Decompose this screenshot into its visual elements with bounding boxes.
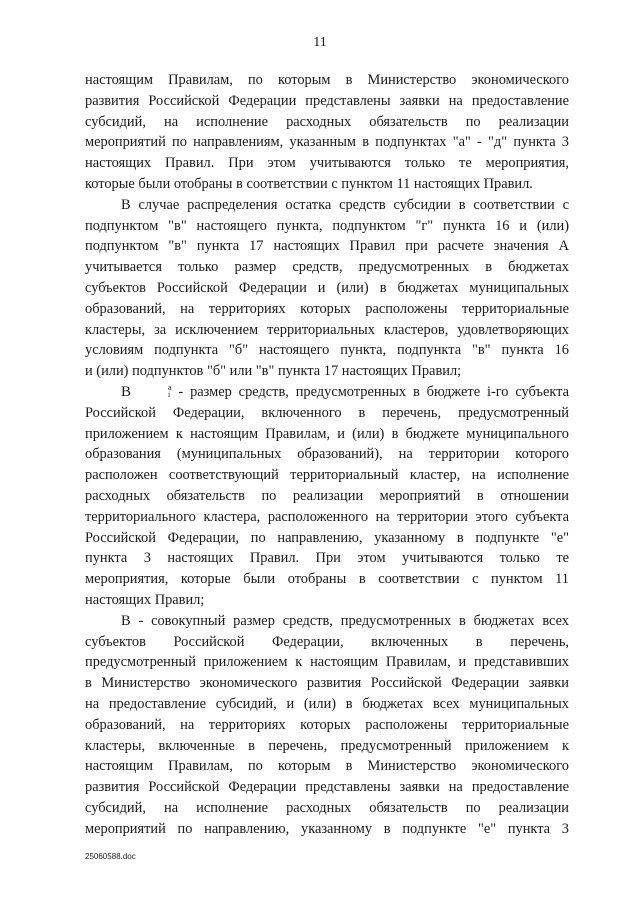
symbol-subscript: i xyxy=(168,389,171,399)
text-line: учитывается только размер средств, предусмотренных в бюджетах xyxy=(85,259,569,276)
document-body xyxy=(85,70,569,839)
text-line-with-symbol xyxy=(85,382,569,403)
text-line: В - совокупный размер средств, предусмотренных в бюджетах всех xyxy=(121,612,569,629)
text-line: приложением к настоящим Правилам, и (или) в бюджете муниципального xyxy=(85,425,569,442)
text-line: Российской Федерации, включенного в перечень, предусмотренный xyxy=(85,404,569,421)
text-line: кластеры, включенные в перечень, предусмотренный приложением к xyxy=(85,737,569,754)
text-line: подпунктом "в" настоящего пункта, подпунктом "г" пункта 16 и (или) xyxy=(85,217,569,234)
text-line: территориального кластера, расположенного на территории этого субъекта xyxy=(85,508,569,525)
symbol-base: B xyxy=(121,383,132,400)
text-line: настоящих Правил. При этом учитываются только те мероприятия, xyxy=(85,155,569,172)
text-line: развития Российской Федерации представлены заявки на предоставление xyxy=(85,779,569,796)
text-line: образования (муниципальных образований), на территории которого xyxy=(85,446,569,463)
text-line: на предоставление субсидий, и (или) в бюджетах всех муниципальных xyxy=(85,695,569,712)
text-line: мероприятия, которые были отобраны в соответствии с пунктом 11 xyxy=(85,571,569,588)
text-line: мероприятий по направлению, указанному в подпункте "е" пункта 3 xyxy=(85,820,569,837)
text-line: субсидий, на исполнение расходных обязательств по реализации xyxy=(85,113,569,130)
text-line: которые были отобраны в соответствии с пунктом 11 настоящих Правил. xyxy=(85,175,533,192)
text-line: мероприятий по направлениям, указанным в подпунктах "а" - "д" пункта 3 xyxy=(85,134,569,151)
text-line: настоящим Правилам, по которым в Министерство экономического xyxy=(85,72,569,88)
paragraph-3 xyxy=(85,382,569,611)
text-line: в Министерство экономического развития Российской Федерации заявки xyxy=(85,675,569,692)
text-line: образований, на территориях которых расположены территориальные xyxy=(85,300,569,317)
text-line: расходных обязательств по реализации мероприятий в отношении xyxy=(85,487,569,504)
text-line: субъектов Российской Федерации и (или) в бюджетах муниципальных xyxy=(85,279,569,296)
text-line: субсидий, на исполнение расходных обязательств по реализации xyxy=(85,799,569,816)
symbol-superscript: a xyxy=(168,382,172,392)
text-line: условиям подпункта "б" настоящего пункта, подпункта "в" пункта 16 xyxy=(85,342,569,359)
text-line: субъектов Российской Федерации, включенных в перечень, xyxy=(85,633,569,650)
variable-symbol xyxy=(121,384,172,400)
text-line: предусмотренный приложением к настоящим Правилам, и представивших xyxy=(85,654,569,671)
text-line: пункта 3 настоящих Правил. При этом учитываются только те xyxy=(85,550,569,567)
file-name-footer: 25060588.doc xyxy=(85,852,136,861)
text-line: настоящих Правил; xyxy=(85,591,205,608)
symbol-definition: - размер средств, предусмотренных в бюджете i-го субъекта xyxy=(171,383,569,400)
paragraph-1 xyxy=(85,70,569,195)
text-line: развития Российской Федерации представлены заявки на предоставление xyxy=(85,92,569,109)
text-line: Российской Федерации, по направлению, указанному в подпункте "е" xyxy=(85,529,569,546)
paragraph-2 xyxy=(85,195,569,382)
page-number: 11 xyxy=(313,35,327,50)
symbol-scripts xyxy=(132,384,172,398)
text-line: настоящим Правилам, по которым в Министерство экономического xyxy=(85,758,569,775)
text-line: образований, на территориях которых расположены территориальные xyxy=(85,716,569,733)
text-line: подпунктом "в" пункта 17 настоящих Правил при расчете значения А xyxy=(85,238,569,255)
text-line: В случае распределения остатка средств субсидии в соответствии с xyxy=(121,196,569,213)
text-line: кластеры, за исключением территориальных кластеров, удовлетворяющих xyxy=(85,321,569,338)
paragraph-4 xyxy=(85,611,569,840)
text-line: и (или) подпунктов "б" или "в" пункта 17 настоящих Правил; xyxy=(85,363,462,380)
text-line: расположен соответствующий территориальный кластер, на исполнение xyxy=(85,467,569,484)
